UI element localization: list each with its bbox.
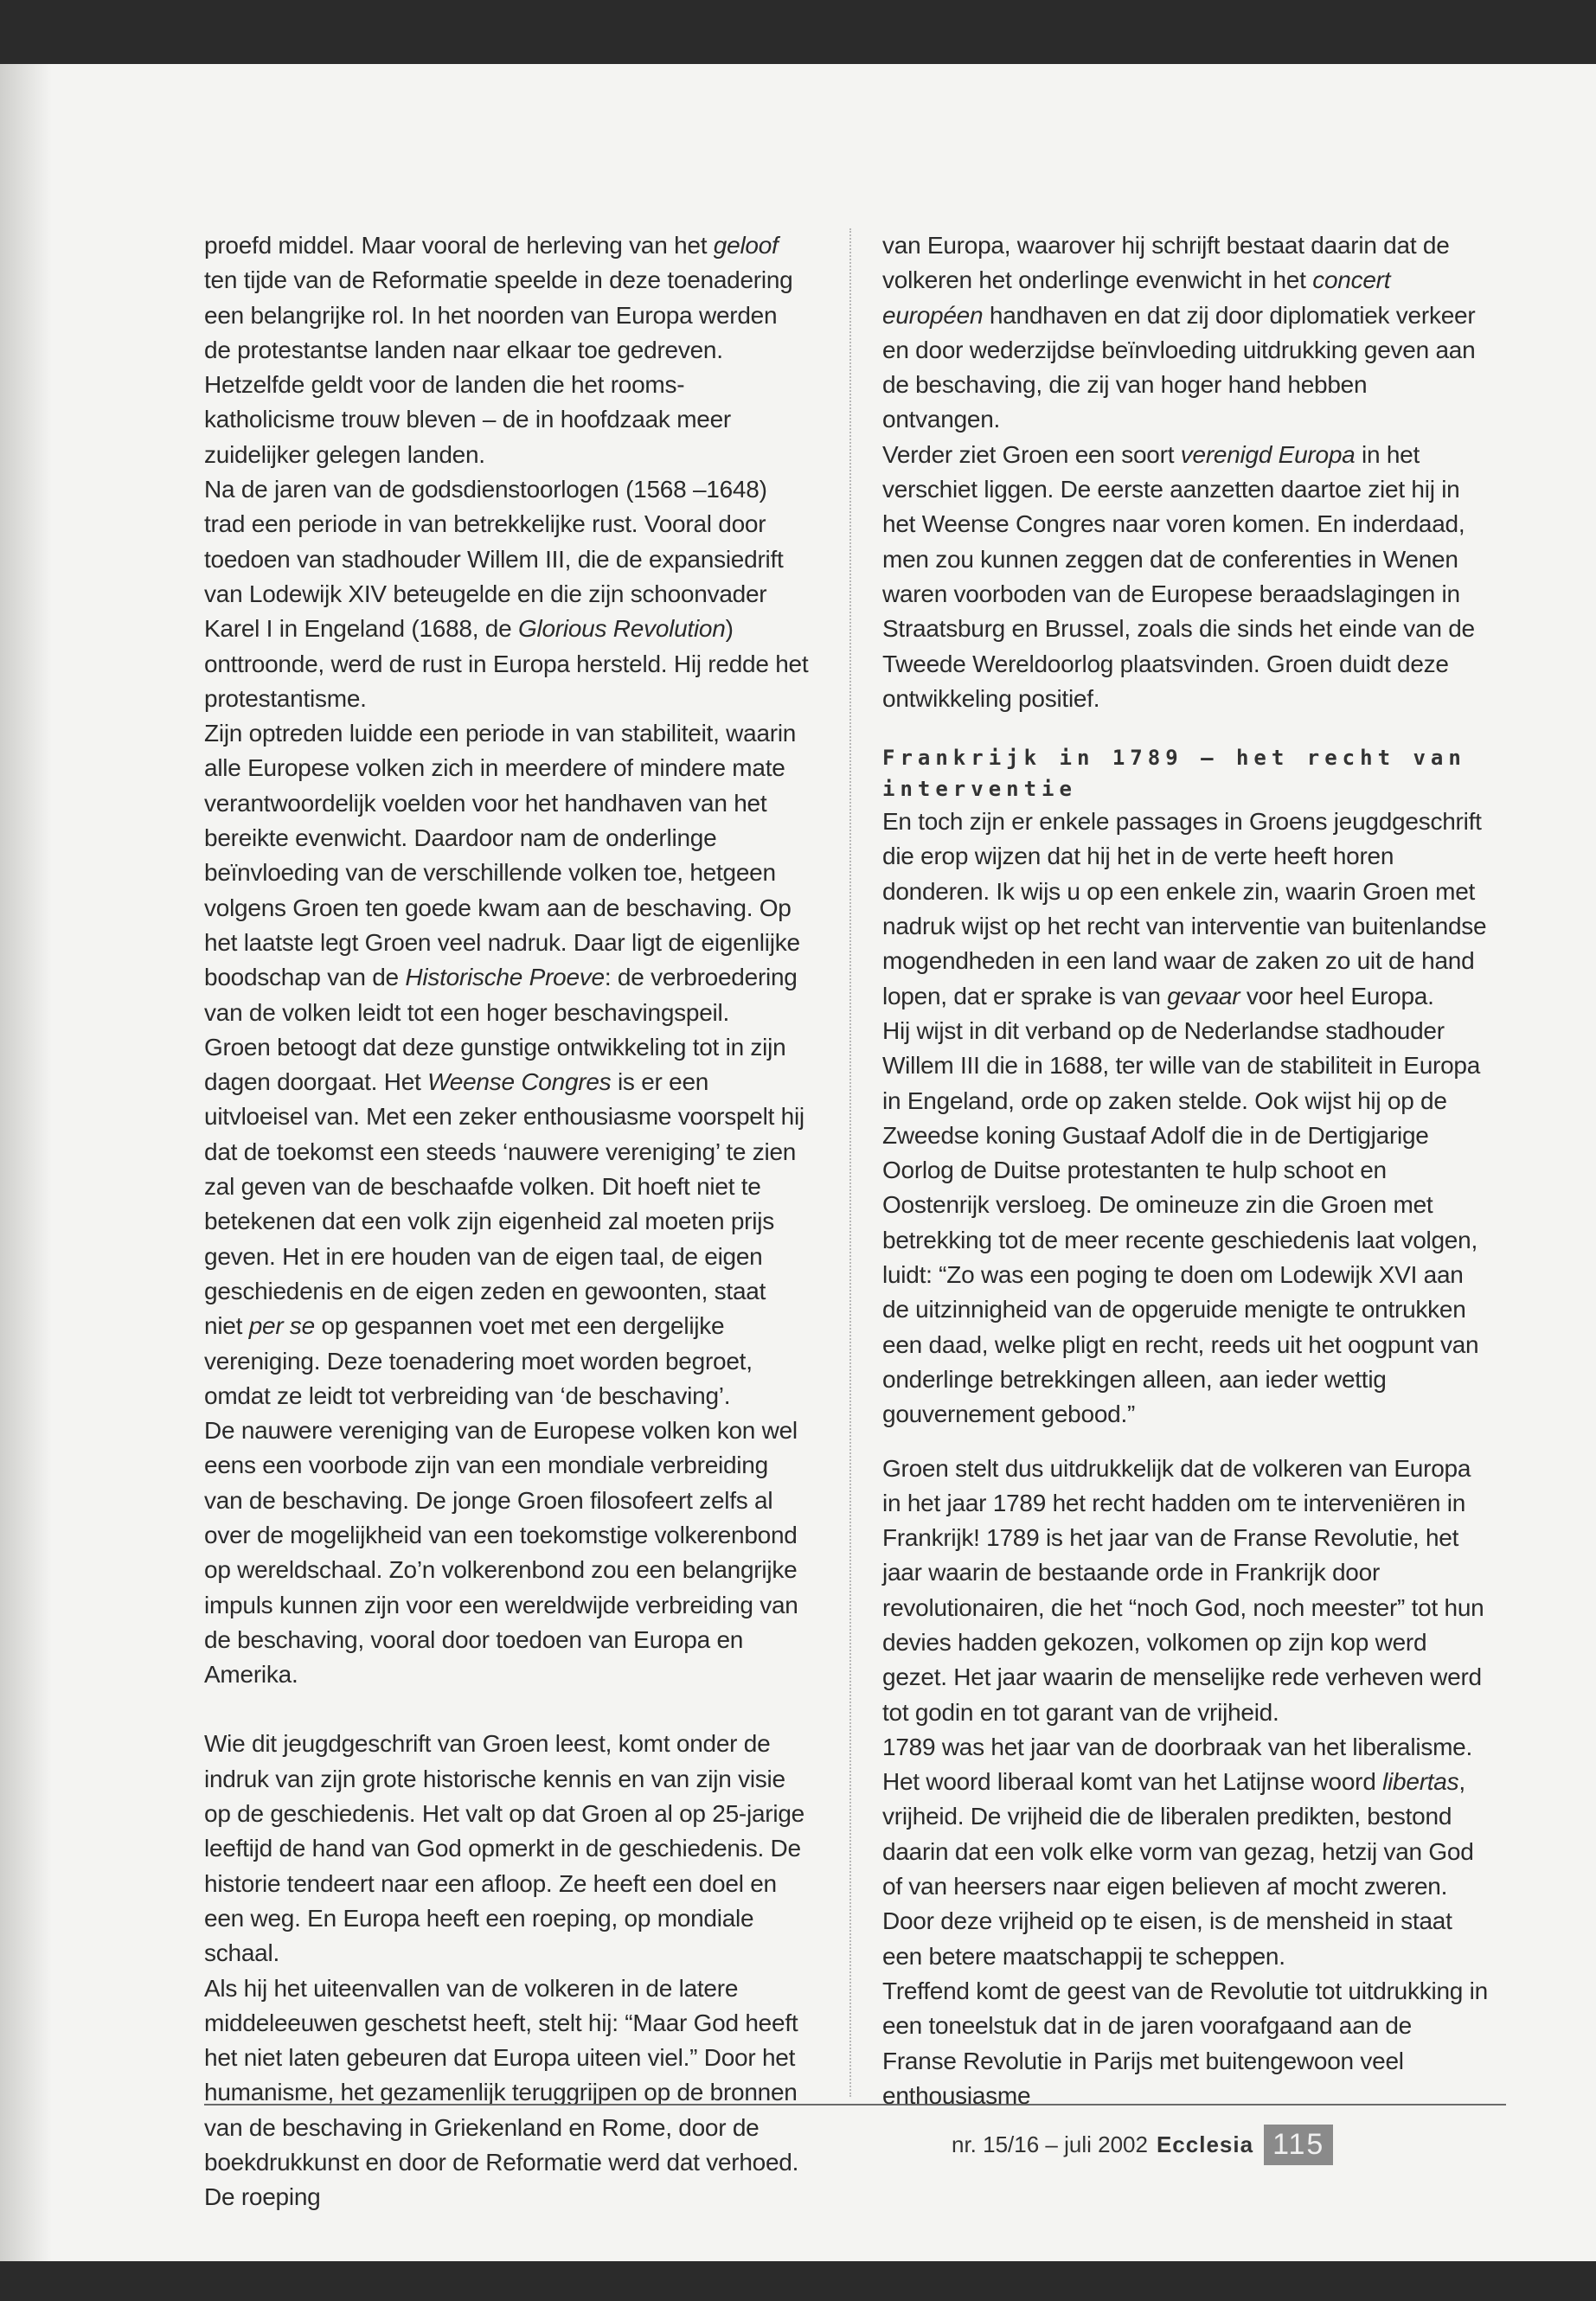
paragraph: proefd middel. Maar vooral de herleving van het geloof ten tijde van de Reformatie speelde in deze toenadering een belangrijke rol. In het noorden van Europa werden de protestantse landen naar elkaar toe gedreven. Hetzelfde geldt voor de landen die het rooms-katholicisme trouw bleven – de in hoofdzaak meer zuidelijker gelegen landen. [204,232,793,468]
page-number: 115 [1264,2125,1333,2165]
paragraph: Zijn optreden luidde een periode in van stabiliteit, waarin alle Europese volken zich in meerdere of mindere mate verantwoordelijk voelden voor het handhaven van het bereikte evenwicht. Daardoor nam de onderlinge beïnvloeding van de verschillende volken toe, hetgeen volgens Groen ten goede kwam aan de beschaving. Op het laatste legt Groen veel nadruk. Daar ligt de eigenlijke boodschap van de Historische Proeve: de verbroedering van de volken leidt tot een hoger beschavingspeil. [204,720,800,1026]
issue-info: nr. 15/16 – juli 2002 [952,2131,1148,2157]
paragraph: Treffend komt de geest van de Revolutie tot uitdrukking in een toneelstuk dat in de jaren voorafgaand aan de Franse Revolutie in Parijs met buitengewoon veel enthousiasme [882,1977,1488,2109]
column-divider [849,228,851,2097]
page-footer [952,2119,1333,2170]
paragraph: Hij wijst in dit verband op de Nederlandse stadhouder Willem III die in 1688, ter wille van de stabiliteit in Europa in Engeland, orde op zaken stelde. Ook wijst hij op de Zweedse koning Gustaaf Adolf die in de Dertigjarige Oorlog de Duitse protestanten te hulp schoot en Oostenrijk versloeg. De omineuze zin die Groen met betrekking tot de meer recente geschiedenis laat volgen, luidt: “Zo was een poging te doen om Lodewijk XVI aan de uitzinnigheid van de opgeruide menigte te ontrukken een daad, welke pligt en recht, reeds uit het oogpunt van onderlinge betrekkingen alleen, aan ieder wettig gouvernement gebood.” [882,1016,1481,1428]
journal-name: Ecclesia [1156,2131,1254,2157]
section-heading: Frankrijk in 1789 – het recht van interventie [882,746,1466,802]
paragraph: Wie dit jeugdgeschrift van Groen leest, komt onder de indruk van zijn grote historische kennis en van zijn visie op de geschiedenis. Het valt op dat Groen al op 25-jarige leeftijd de hand van God opmerkt in de geschiedenis. De historie tendeert naar een afloop. Ze heeft een doel en een weg. En Europa heeft een roeping, op mondiale schaal. [204,1730,804,1967]
left-column [204,228,810,2215]
paragraph: Groen stelt dus uitdrukkelijk dat de volkeren van Europa in het jaar 1789 het recht hadden om te interveniëren in Frankrijk! 1789 is het jaar van de Franse Revolutie, het jaar waarin de bestaande orde in Frankrijk door revolutionairen, die het “noch God, noch meester” tot hun devies hadden gekozen, volkomen op zijn kop werd gezet. Het jaar waarin de menselijke rede verheven werd tot godin en tot garant van de vrijheid. [882,1454,1484,1726]
paragraph: De nauwere vereniging van de Europese volken kon wel eens een voorbode zijn van een mondiale verbreiding van de beschaving. De jonge Groen filosofeert zelfs al over de mogelijkheid van een toekomstige volkerenbond op wereldschaal. Zo’n volkerenbond zou een belangrijke impuls kunnen zijn voor een wereldwijde verbreiding van de beschaving, vooral door toedoen van Europa en Amerika. [204,1417,798,1689]
page-spine-shadow [0,64,52,2261]
paragraph: En toch zijn er enkele passages in Groens jeugdgeschrift die erop wijzen dat hij het in de verte heeft horen donderen. Ik wijs u op een enkele zin, waarin Groen met nadruk wijst op het recht van interventie van buitenlandse mogendheden in een land waar de zaken zo uit de hand lopen, dat er sprake is van gevaar voor heel Europa. [882,808,1487,1009]
magazine-page [0,64,1596,2261]
paragraph: Na de jaren van de godsdienstoorlogen (1568 –1648) trad een periode in van betrekkelijke rust. Vooral door toedoen van stadhouder Willem III, die de expansiedrift van Lodewijk XIV beteugelde en die zijn schoonvader Karel I in Engeland (1688, de Glorious Revolution) onttroonde, werd de rust in Europa hersteld. Hij redde het protestantisme. [204,476,809,712]
right-column [882,228,1488,2113]
paragraph: van Europa, waarover hij schrijft bestaat daarin dat de volkeren het onderlinge evenwicht in het concert européen handhaven en dat zij door diplomatiek verkeer en door wederzijdse beïnvloeding uitdrukking geven aan de beschaving, die zij van hoger hand hebben ontvangen. [882,232,1476,433]
paragraph: Als hij het uiteenvallen van de volkeren in de latere middeleeuwen geschetst heeft, stelt hij: “Maar God heeft het niet laten gebeuren dat Europa uiteen viel.” Door het humanisme, het gezamenlijk teruggrijpen op de bronnen van de beschaving in Griekenland en Rome, door de boekdrukkunst en door de Reformatie werd dat verhoed. De roeping [204,1974,799,2211]
paragraph: 1789 was het jaar van de doorbraak van het liberalisme. Het woord liberaal komt van het Latijnse woord libertas, vrijheid. De vrijheid die de liberalen predikten, bestond daarin dat een volk elke vorm van gezag, hetzij van God of van heersers naar eigen believen af mocht zweren. Door deze vrijheid op te eisen, is de mensheid in staat een betere maatschappij te scheppen. [882,1733,1474,1970]
footer-rule [204,2104,1506,2106]
paragraph: Groen betoogt dat deze gunstige ontwikkeling tot in zijn dagen doorgaat. Het Weense Congres is er een uitvloeisel van. Met een zeker enthousiasme voorspelt hij dat de toekomst een steeds ‘nauwere vereniging’ te zien zal geven van de beschaafde volken. Dit hoeft niet te betekenen dat een volk zijn eigenheid zal moeten prijs geven. Het in ere houden van de eigen taal, de eigen geschiedenis en de eigen zeden en gewoonten, staat niet per se op gespannen voet met een dergelijke vereniging. Deze toenadering moet worden begroet, omdat ze leidt tot verbreiding van ‘de beschaving’. [204,1033,804,1409]
paragraph: Verder ziet Groen een soort verenigd Europa in het verschiet liggen. De eerste aanzetten daartoe ziet hij in het Weense Congres naar voren komen. En inderdaad, men zou kunnen zeggen dat de conferenties in Wenen waren voorboden van de Europese beraadslagingen in Straatsburg en Brussel, zoals die sinds het einde van de Tweede Wereldoorlog plaatsvinden. Groen duidt deze ontwikkeling positief. [882,440,1475,712]
